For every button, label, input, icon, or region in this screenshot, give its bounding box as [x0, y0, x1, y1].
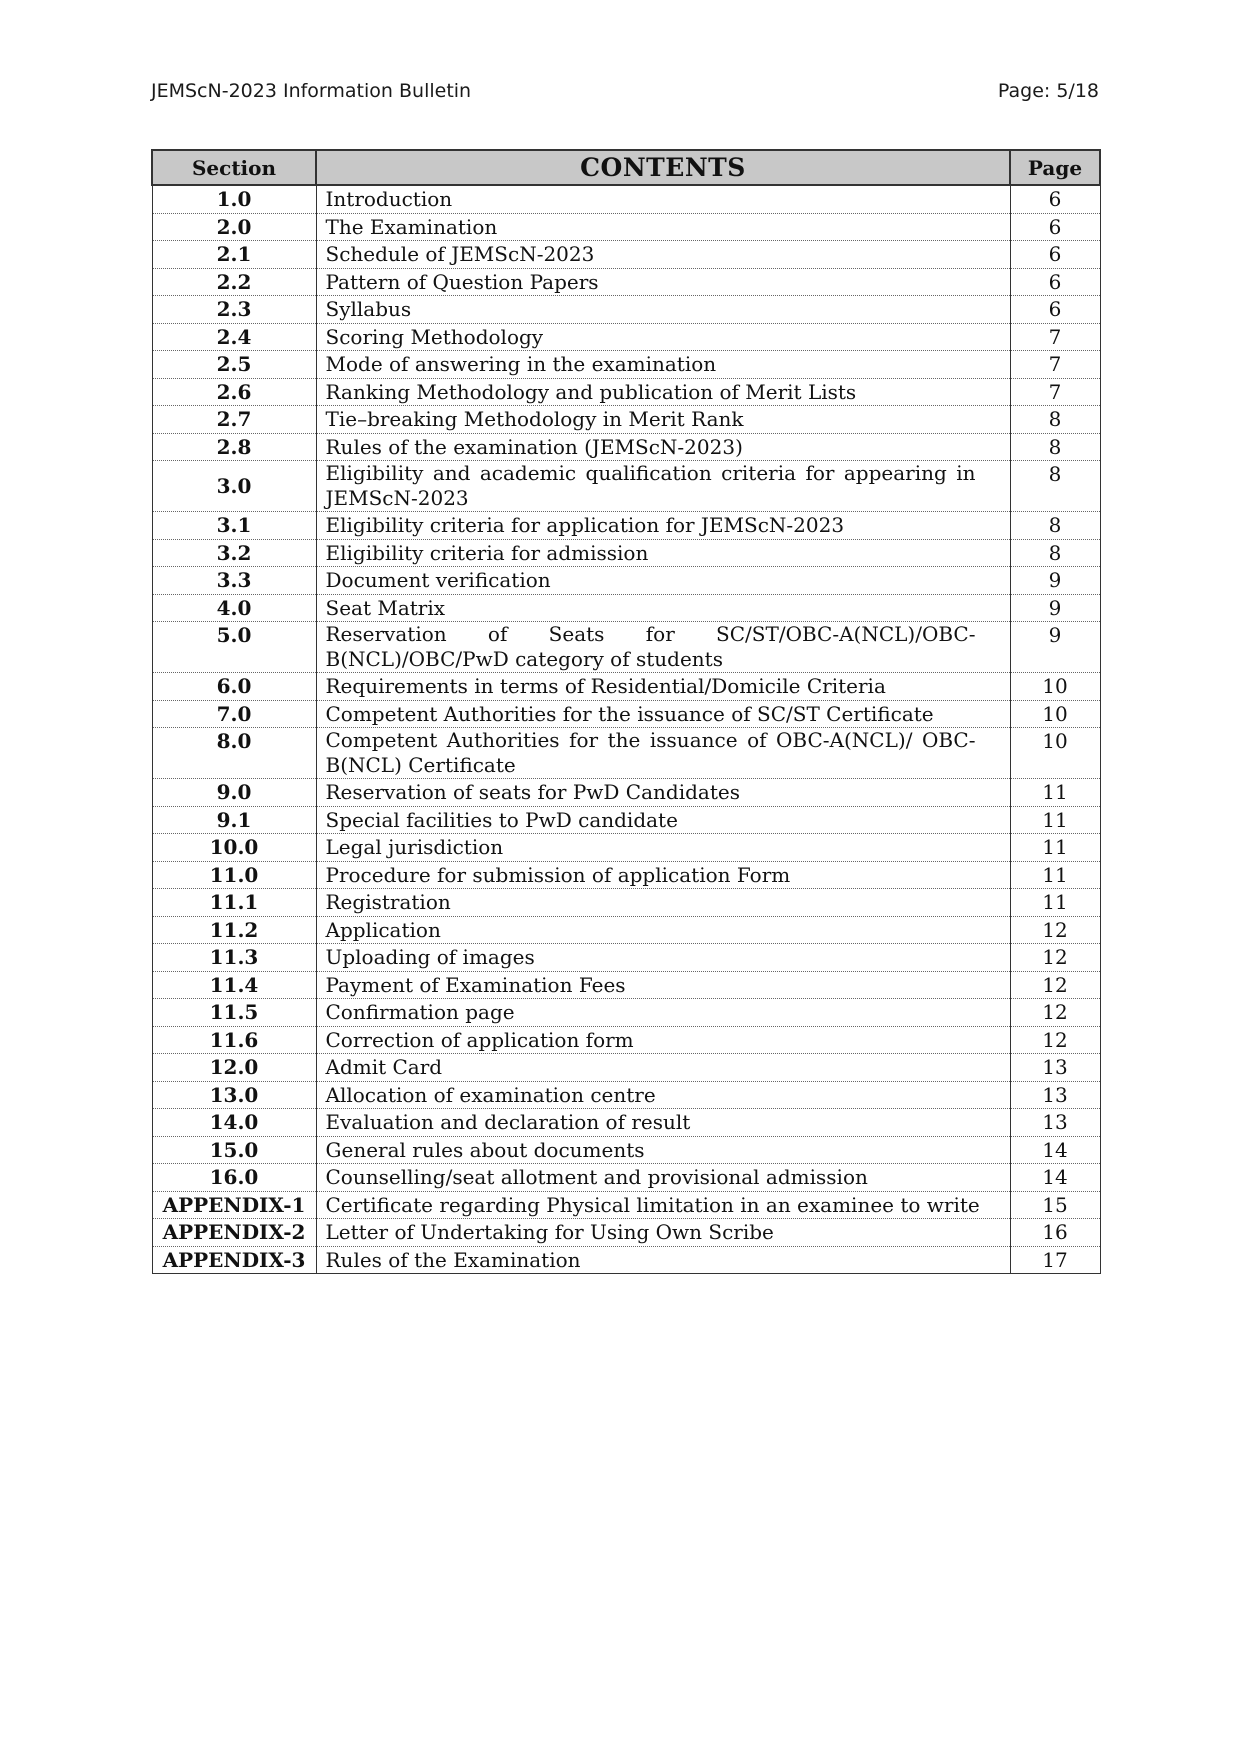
toc-section-number: 6.0: [152, 673, 316, 701]
toc-page-number: 10: [1010, 728, 1100, 779]
toc-page-number: 11: [1010, 861, 1100, 889]
toc-section-number: 4.0: [152, 594, 316, 622]
toc-section-number: 2.5: [152, 351, 316, 379]
toc-page-number: 6: [1010, 185, 1100, 213]
toc-entry-title: Counselling/seat allotment and provisional admission: [316, 1164, 1010, 1192]
toc-row: [152, 971, 1100, 999]
toc-row: [152, 889, 1100, 917]
toc-row: [152, 1191, 1100, 1219]
toc-row: [152, 567, 1100, 595]
toc-section-number: 3.0: [152, 461, 316, 512]
toc-page-number: 9: [1010, 594, 1100, 622]
toc-row: [152, 351, 1100, 379]
toc-entry-title: Special facilities to PwD candidate: [316, 806, 1010, 834]
toc-page-number: 13: [1010, 1054, 1100, 1082]
toc-section-number: 15.0: [152, 1136, 316, 1164]
toc-entry-title: Evaluation and declaration of result: [316, 1109, 1010, 1137]
toc-section-number: 11.6: [152, 1026, 316, 1054]
contents-column-header: CONTENTS: [316, 150, 1010, 185]
toc-section-number: 1.0: [152, 185, 316, 213]
toc-entry-title: Procedure for submission of application Form: [316, 861, 1010, 889]
page-header: [151, 80, 1099, 102]
toc-entry-title: Seat Matrix: [316, 594, 1010, 622]
bulletin-title: JEMScN-2023 Information Bulletin: [151, 80, 472, 102]
toc-page-number: 7: [1010, 351, 1100, 379]
toc-entry-title: Registration: [316, 889, 1010, 917]
toc-page-number: 9: [1010, 622, 1100, 673]
toc-row: [152, 999, 1100, 1027]
toc-row: [152, 539, 1100, 567]
toc-page-number: 12: [1010, 999, 1100, 1027]
toc-page-number: 10: [1010, 700, 1100, 728]
page-number: Page: 5/18: [997, 80, 1099, 102]
toc-row: [152, 806, 1100, 834]
toc-section-number: 9.0: [152, 779, 316, 807]
toc-row: [152, 944, 1100, 972]
toc-row: [152, 323, 1100, 351]
toc-page-number: 8: [1010, 539, 1100, 567]
toc-entry-title: Document verification: [316, 567, 1010, 595]
toc-entry-title: Legal jurisdiction: [316, 834, 1010, 862]
toc-row: [152, 378, 1100, 406]
toc-page-number: 10: [1010, 673, 1100, 701]
toc-page-number: 8: [1010, 461, 1100, 512]
toc-entry-title: Competent Authorities for the issuance of OBC-A(NCL)/ OBC-B(NCL) Certificate: [316, 728, 1010, 779]
toc-row: [152, 1136, 1100, 1164]
toc-entry-title: Payment of Examination Fees: [316, 971, 1010, 999]
toc-entry-title: Certificate regarding Physical limitation in an examinee to write: [316, 1191, 1010, 1219]
toc-page-number: 7: [1010, 323, 1100, 351]
toc-row: [152, 834, 1100, 862]
toc-section-number: 7.0: [152, 700, 316, 728]
toc-section-number: 2.4: [152, 323, 316, 351]
toc-section-number: 2.0: [152, 213, 316, 241]
toc-page-number: 8: [1010, 406, 1100, 434]
toc-page-number: 11: [1010, 806, 1100, 834]
toc-page-number: 12: [1010, 944, 1100, 972]
toc-section-number: 9.1: [152, 806, 316, 834]
toc-page-number: 17: [1010, 1246, 1100, 1274]
toc-entry-title: Allocation of examination centre: [316, 1081, 1010, 1109]
toc-entry-title: Pattern of Question Papers: [316, 268, 1010, 296]
toc-section-number: 2.2: [152, 268, 316, 296]
toc-section-number: 11.0: [152, 861, 316, 889]
toc-page-number: 13: [1010, 1081, 1100, 1109]
toc-entry-title: Syllabus: [316, 296, 1010, 324]
toc-row: [152, 700, 1100, 728]
toc-entry-title: Reservation of Seats for SC/ST/OBC-A(NCL)/OBC-B(NCL)/OBC/PwD category of students: [316, 622, 1010, 673]
toc-row: [152, 406, 1100, 434]
toc-section-number: 16.0: [152, 1164, 316, 1192]
toc-section-number: 2.7: [152, 406, 316, 434]
toc-section-number: 2.8: [152, 433, 316, 461]
contents-body: [152, 185, 1100, 1274]
toc-page-number: 6: [1010, 241, 1100, 269]
toc-entry-title: Requirements in terms of Residential/Domicile Criteria: [316, 673, 1010, 701]
toc-page-number: 6: [1010, 296, 1100, 324]
toc-entry-title: Letter of Undertaking for Using Own Scribe: [316, 1219, 1010, 1247]
toc-section-number: 10.0: [152, 834, 316, 862]
toc-page-number: 6: [1010, 213, 1100, 241]
toc-entry-title: Eligibility and academic qualification criteria for appearing in JEMScN-2023: [316, 461, 1010, 512]
toc-row: [152, 673, 1100, 701]
toc-section-number: 5.0: [152, 622, 316, 673]
toc-entry-title: Scoring Methodology: [316, 323, 1010, 351]
toc-page-number: 11: [1010, 889, 1100, 917]
toc-row: [152, 916, 1100, 944]
toc-row: [152, 461, 1100, 512]
toc-section-number: 3.2: [152, 539, 316, 567]
toc-page-number: 16: [1010, 1219, 1100, 1247]
toc-section-number: 2.6: [152, 378, 316, 406]
toc-entry-title: Ranking Methodology and publication of Merit Lists: [316, 378, 1010, 406]
toc-row: [152, 622, 1100, 673]
toc-entry-title: Uploading of images: [316, 944, 1010, 972]
toc-row: [152, 779, 1100, 807]
toc-section-number: 11.3: [152, 944, 316, 972]
toc-page-number: 12: [1010, 1026, 1100, 1054]
toc-entry-title: Correction of application form: [316, 1026, 1010, 1054]
toc-page-number: 8: [1010, 512, 1100, 540]
toc-entry-title: Eligibility criteria for admission: [316, 539, 1010, 567]
contents-table: [151, 149, 1101, 1274]
toc-row: [152, 728, 1100, 779]
toc-row: [152, 241, 1100, 269]
toc-row: [152, 861, 1100, 889]
toc-row: [152, 1054, 1100, 1082]
contents-header-row: [152, 150, 1100, 185]
toc-row: [152, 185, 1100, 213]
toc-entry-title: Eligibility criteria for application for JEMScN-2023: [316, 512, 1010, 540]
toc-row: [152, 1081, 1100, 1109]
toc-page-number: 8: [1010, 433, 1100, 461]
toc-entry-title: Admit Card: [316, 1054, 1010, 1082]
toc-entry-title: Application: [316, 916, 1010, 944]
toc-row: [152, 1164, 1100, 1192]
toc-section-number: 11.5: [152, 999, 316, 1027]
toc-page-number: 12: [1010, 916, 1100, 944]
toc-page-number: 12: [1010, 971, 1100, 999]
toc-section-number: APPENDIX-3: [152, 1246, 316, 1274]
toc-section-number: 11.4: [152, 971, 316, 999]
toc-page-number: 7: [1010, 378, 1100, 406]
toc-section-number: 11.1: [152, 889, 316, 917]
toc-section-number: 3.3: [152, 567, 316, 595]
toc-entry-title: Confirmation page: [316, 999, 1010, 1027]
toc-section-number: 8.0: [152, 728, 316, 779]
toc-row: [152, 594, 1100, 622]
toc-entry-title: Competent Authorities for the issuance of SC/ST Certificate: [316, 700, 1010, 728]
toc-entry-title: Rules of the Examination: [316, 1246, 1010, 1274]
toc-section-number: 3.1: [152, 512, 316, 540]
toc-page-number: 6: [1010, 268, 1100, 296]
toc-section-number: 11.2: [152, 916, 316, 944]
toc-section-number: 13.0: [152, 1081, 316, 1109]
toc-entry-title: Rules of the examination (JEMScN-2023): [316, 433, 1010, 461]
toc-page-number: 11: [1010, 834, 1100, 862]
toc-row: [152, 268, 1100, 296]
section-column-header: Section: [152, 150, 316, 185]
toc-row: [152, 1026, 1100, 1054]
toc-entry-title: The Examination: [316, 213, 1010, 241]
toc-section-number: 2.1: [152, 241, 316, 269]
toc-section-number: 14.0: [152, 1109, 316, 1137]
toc-row: [152, 1246, 1100, 1274]
toc-entry-title: Introduction: [316, 185, 1010, 213]
toc-row: [152, 512, 1100, 540]
toc-page-number: 13: [1010, 1109, 1100, 1137]
toc-entry-title: General rules about documents: [316, 1136, 1010, 1164]
toc-page-number: 11: [1010, 779, 1100, 807]
toc-page-number: 15: [1010, 1191, 1100, 1219]
toc-entry-title: Tie–breaking Methodology in Merit Rank: [316, 406, 1010, 434]
toc-row: [152, 213, 1100, 241]
toc-section-number: APPENDIX-1: [152, 1191, 316, 1219]
toc-page-number: 14: [1010, 1136, 1100, 1164]
toc-entry-title: Mode of answering in the examination: [316, 351, 1010, 379]
toc-entry-title: Reservation of seats for PwD Candidates: [316, 779, 1010, 807]
page-column-header: Page: [1010, 150, 1100, 185]
toc-page-number: 14: [1010, 1164, 1100, 1192]
toc-section-number: 12.0: [152, 1054, 316, 1082]
toc-page-number: 9: [1010, 567, 1100, 595]
toc-row: [152, 433, 1100, 461]
toc-section-number: 2.3: [152, 296, 316, 324]
toc-entry-title: Schedule of JEMScN-2023: [316, 241, 1010, 269]
toc-row: [152, 1109, 1100, 1137]
toc-row: [152, 296, 1100, 324]
toc-section-number: APPENDIX-2: [152, 1219, 316, 1247]
toc-row: [152, 1219, 1100, 1247]
